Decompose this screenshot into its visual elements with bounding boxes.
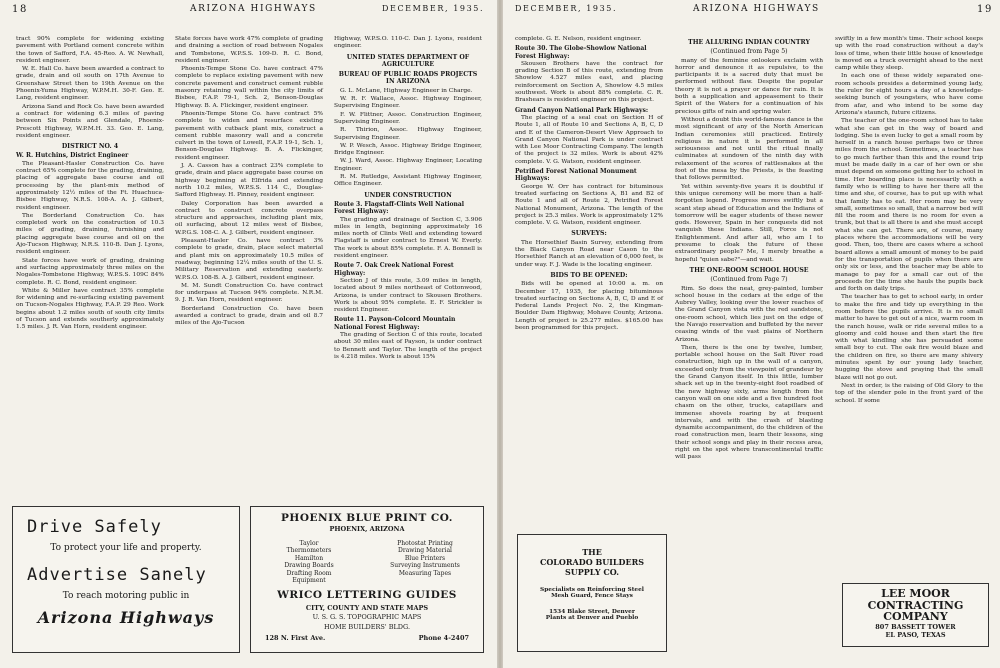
article-paragraph: The teacher of the one-room school has to take what she can get in the way of board and lodging. She is even lucky to get a small room by herself in a ranch house perhaps two or three miles from the school. Sometimes, a teacher has to go much farther than this and the round trip must be made daily in a car of her own or she must depend on someone getting her to school in time. Her boarding place is necessarily with a family who is willing to have her there all the time and she, of course, has to put up with what that family has to eat. Her room may be very small, sometimes so small, that a narrow bed will fill the room and there is no room for even a trunk, but that is all there is and she must accept what she can get. There are, of course, many places where the accommodations will be very good. Then, too, there are cases where a school board allows a small amount of money to be paid for the transportation of pupils when there are only six or less, and the teacher may be able to manage to pay for a small car out of the proceeds for the time she hauls the pupils back and forth on daily trips. — [835, 118, 983, 293]
ad-list-item: Measuring Tapes — [398, 569, 452, 577]
colorado-plants: Plants at Denver and Pueblo — [545, 615, 639, 621]
arizona-highways-logo-text: Arizona Highways — [37, 608, 215, 627]
left-column-1 — [16, 36, 164, 333]
article-heading: Route 11. Payson-Colcord Mountain National Forest Highway: — [334, 316, 456, 331]
article-paragraph: The grading and drainage of Section C, 3.906 miles in length, beginning approximately 16 miles north of Clints Well and extending toward Flagstaff is under contract to Ernest W. Everly. The work is about 85% complete. F. A. Bonnell is resident engineer. — [334, 216, 482, 260]
ad-list-item: Drafting Room — [286, 569, 332, 577]
article-paragraph: The Horsethief Basin Survey, extending from the Black Canyon Road near Cason to the Horsethief Ranch at an elevation of 6,000 feet, is under way. F. J. Wade is the locating engineer. — [515, 239, 663, 268]
article-heading: Route 7. Oak Creek National Forest Highway: — [334, 262, 454, 277]
article-heading: BUREAU OF PUBLIC ROADS PROJECTS IN ARIZONA — [338, 71, 478, 86]
phoenix-blue-print-name: PHOENIX BLUE PRINT CO. — [281, 512, 453, 524]
drive-safely-heading: Drive Safely — [27, 517, 162, 537]
left-page-number: 18 — [12, 4, 28, 15]
usgs-maps: U. S. G. S. TOPOGRAPHIC MAPS — [312, 613, 422, 621]
article-paragraph: M. M. Sundt Construction Co. have contract for underpass at Tucson 94% complete. N.R.M. 9. J. R. Van Horn, resident engineer. — [175, 282, 323, 304]
article-heading: DISTRICT NO. 4 — [61, 143, 119, 151]
ad-list-item: Blue Printers — [404, 554, 446, 562]
article-paragraph: Arizona Sand and Rock Co. have been awarded a contract for widening 6.3 miles of paving between Six Points and Glendale, Phoenix-Prescott Highway, W.P.M.H. 33. Geo. E. Lang, resident engineer. — [16, 103, 164, 139]
colorado-supply: SUPPLY CO. — [564, 567, 620, 577]
left-issue-date: DECEMBER, 1935. — [382, 4, 485, 13]
article-paragraph: In each one of these widely separated one-room schools presides a determined young lady, the ruler for eight hours a day of a knowledge-seeking bunch of youngsters, who have come from afar, and who intend to be some day Arizona's staunch, future citizens. — [835, 73, 983, 116]
article-paragraph: The teacher has to get to school early, in order to make the fire and tidy up everything in the room before the pupils arrive. It is no small matter to have to get out of a nice, warm room in the ranch house, walk or ride several miles to a gloomy and cold house and then start the fire with what kindling she has persuaded some small boy to cut. The oak fire would blaze and the children on fire, so there are many shivery minutes spent by our young lady teacher, hugging the stove and praying that the small blaze will not go out. — [835, 294, 983, 381]
advertise-sanely-sub: To reach motoring public in — [62, 591, 190, 601]
article-paragraph: W. R. F. Wallace, Assoc. Highway Engineer, Supervising Engineer. — [334, 96, 482, 110]
article-paragraph: Daley Corporation has been awarded a contract to construct concrete overpass structure and approaches, including plant mix, oil surfacing, about 12 miles west of Bisbee, W.P.G.S. 108-C. A. J. Gilbert, resident engineer. — [175, 200, 323, 236]
article-paragraph: Bids will be opened at 10:00 a. m. on December 17, 1935, for placing bituminous treated surfacing on Sections A, B, C, D and E of Federal Lands Project No. 2, the Kingman-Boulder Dam Highway, Mohave County, Arizona. Length of project is 25.277 miles. $165.00 has been programmed for this project. — [515, 281, 663, 331]
article-paragraph: swiftly in a few month's time. Their school keeps up with the road construction without a day's loss of time, when their little house of knowledge is moved on a truck overnight ahead to the next camp while they sleep. — [835, 36, 983, 72]
right-column-1 — [515, 36, 663, 333]
colorado-builders-ad — [517, 534, 667, 652]
article-heading: (Continued from Page 5) — [710, 48, 788, 56]
colorado-mesh: Mesh Guard, Fence Stays — [551, 593, 633, 599]
ad-list-item: Drawing Boards — [284, 562, 334, 570]
phoenix-blue-print-ad — [250, 506, 484, 653]
article-paragraph: Then, there is the one by twelve, lumber, portable school house on the Salt River road construction, high up in the wall of a canyon, exceeded only from the viewpoint of grandeur by the Grand Canyon itself. In this little, lumber shack set up in the twenty-eight foot roadbed of the new highway sixty, arms length from the canyon wall on one side and a five hundred foot chasm on the other, trucks, catapillars and immense shovels roaring by at frequent intervals, and with the crash of blasting dynamite accompaniment, do the children of the road construction men, learn their lessons, sing their school songs and play in their recess area, right on the spot where transcontinental traffic will pass — [675, 344, 823, 461]
home-builders-bldg: HOME BUILDERS' BLDG. — [323, 623, 411, 631]
phoenix-left-items — [251, 540, 367, 584]
article-paragraph: Yet within seventy-five years it is doubtful if this unique ceremony will be more than a half-forgotten legend. Progress moves swiftly but a scant step ahead of Education and the Indians of tomorrow will be eager students of these newer gods. However, Spain in her conquests did not vanquish these Indians. Still, Force is not Enlightenment. And after all, who am I to presume to cloak the future of these extraordinary people? Me, I merely breathe a hopeful "quien sabe?"—and wait. — [675, 183, 823, 263]
article-paragraph: tract 90% complete for widening existing pavement with Portland cement concrete within the town of Safford, F.A. 45-Reo. A. W. Newhall, resident engineer. — [16, 36, 164, 64]
ad-list-item: Photostat Printing — [397, 540, 453, 547]
article-paragraph: Borderland Construction Co. have been awarded a contract to grade, drain and oil 8.7 miles of the Ajo-Tucson — [175, 305, 323, 327]
advertise-sanely-heading: Advertise Sanely — [27, 565, 207, 585]
article-heading: Petrified Forest National Monument Highways: — [515, 168, 637, 183]
right-magazine-title: ARIZONA HIGHWAYS — [693, 4, 820, 14]
article-paragraph: Highway, W.P.S.O. 110-C. Dan J. Lyons, resident engineer. — [334, 36, 482, 50]
article-paragraph: State forces have work of grading, draining and surfacing approximately three miles on the Nogales-Tombstone Highway, W.P.S.S. 109C 84% complete. R. C. Bond, resident engineer. — [16, 257, 164, 286]
article-paragraph: R. M. Rutledge, Assistant Highway Engineer, Office Engineer. — [334, 174, 482, 188]
article-paragraph: J. A. Casson has a contract 23% complete to grade, drain and place aggregate base course on highway beginning at Elfrida and extending north 10.2 miles, W.P.S.S. 114 C., Douglas-Safford Highway. H. Pinney, resident engineer. — [175, 163, 323, 199]
lee-moor-company: COMPANY — [883, 610, 948, 623]
article-paragraph: The placing of a seal coat on Section H of Route 1, all of Route 10 and Sections A, B, C, D and E of the Cameron-Desert View Approach to Grand Canyon National Park is under contract with Lee Moor Contracting Company. The length of the project is 32 miles. Work is about 42% complete. V. G. Watson, resident engineer. — [515, 114, 663, 165]
left-column-3 — [334, 36, 482, 362]
lee-moor-city: EL PASO, TEXAS — [885, 631, 946, 639]
article-paragraph: W. E. Hall Co. have been awarded a contract to grade, drain and oil south on 17th Avenue to Greenshaw Street then to 19th Avenue on the Phoenix-Yuma Highway, W.P.M.H. 30-F. Geo. E. Lang, resident engineer. — [16, 66, 164, 102]
article-heading: THE ONE-ROOM SCHOOL HOUSE — [689, 266, 809, 274]
article-heading: Grand Canyon National Park Highways: — [515, 106, 649, 114]
article-heading: UNDER CONSTRUCTION — [364, 191, 452, 199]
article-paragraph: Section J of this route, 3.09 miles in length, located about 9 miles northeast of Cottonwood, Arizona, is under contract to Skousen Brothers. Work is about 95% complete. E. F. Strickler is resident Engineer. — [334, 277, 482, 314]
phoenix-address: 128 N. First Ave. — [265, 634, 326, 642]
left-magazine-title: ARIZONA HIGHWAYS — [190, 4, 317, 14]
left-page — [0, 0, 497, 668]
article-paragraph: complete. G. E. Nelson, resident engineer. — [515, 36, 642, 42]
article-paragraph: White & Miller have contract 35% complete for widening and re-surfacing existing pavement on Tucson-Nogales Highway, F.A.P. 29 Reo. Work begins about 1.2 miles south of south city limits of Tucson and extends southerly approximately 1.5 miles. J. R. Van Horn, resident engineer. — [16, 287, 164, 331]
phoenix-blue-print-city: PHOENIX, ARIZONA — [329, 525, 405, 533]
article-paragraph: Skousen Brothers have the contract for grading Section B of this route, extending from Showlow 4.527 miles east, and placing reinforcement on Section A, Showlow 4.5 miles southwest. Work is about 88% complete. C. R. Brashears is resident engineer on this project. — [515, 60, 663, 104]
phoenix-phone: Phone 4-2407 — [418, 634, 469, 642]
lee-moor-name: LEE MOOR — [881, 587, 950, 600]
right-page — [503, 0, 1000, 668]
colorado-the: THE — [582, 547, 602, 557]
article-paragraph: George W. Orr has contract for bituminous treated surfacing on Sections A, B1 and B2 of Route 1 and all of Route 2, Petrified Forest National Monument, Arizona. The length of the project is 25.3 miles. Work is approximately 12% complete. V. G. Watson, resident engineer. — [515, 183, 663, 227]
city-county-maps: CITY, COUNTY AND STATE MAPS — [305, 604, 429, 612]
colorado-address: 1534 Blake Street, Denver — [549, 609, 635, 615]
article-paragraph: Pleasant-Hasler Co. have contract 3% complete to grade, drain, place select material and plant mix on approximately 10.5 miles of roadway, beginning 12¼ miles south of the U. S. Military Reservation and extending easterly. W.P.S.O. 108-B. A. J. Gilbert, resident engineer. — [175, 238, 323, 281]
drive-safely-sub: To protect your life and property. — [50, 543, 202, 553]
ad-list-item: Surveying Instruments — [390, 562, 460, 570]
ad-list-item: Taylor — [299, 540, 319, 547]
right-column-3 — [835, 36, 983, 406]
right-page-number: 19 — [977, 4, 993, 15]
article-paragraph: The Borderland Construction Co. has completed work on the construction of 10.3 miles of grading, draining, furnishing and placing aggregate base course and oil on the Ajo-Tucson Highway, N.R.S. 110-B. Dan J. Lyons, resident engineer. — [16, 212, 164, 256]
colorado-name: COLORADO BUILDERS — [539, 557, 645, 567]
lee-moor-address: 807 BASSETT TOWER — [875, 623, 956, 631]
article-paragraph: The Pleasant-Hasler Construction Co. have contract 65% complete for the grading, draining, placing of aggregate base course and oil processing by the plant-mix method of approximately 12½ miles of the Ft. Huachuca-Bisbee Highway, N.R.S. 108-A. A. J. Gilbert, resident engineer. — [16, 160, 164, 211]
ad-list-item: Equipment — [292, 577, 326, 585]
article-paragraph: Phoenix-Tempe Stone Co. have contract 5% complete to widen and resurface existing pavement with cutback plant mix, construct a cement rubble masonry wall and a concrete culvert in the town of Lowell, F.A.P. 19-1, Sch. 1, Benson-Douglas Highway. B. A. Flickinger, resident engineer. — [175, 110, 323, 161]
article-paragraph: R. Thirion, Assoc. Highway Engineer, Supervising Engineer. — [334, 127, 482, 141]
right-column-2 — [675, 36, 823, 463]
article-heading: SURVEYS: — [571, 230, 607, 238]
article-heading: THE ALLURING INDIAN COUNTRY — [688, 39, 810, 46]
article-paragraph: Phoenix-Tempe Stone Co. have contract 47% complete to replace existing pavement with new concrete pavement and construct cement rubble masonry retaining wall within the city limits of Bisbee, F.A.P. 79-1, Sch. 2, Benson-Douglas Highway. B. A. Flickinger, resident engineer. — [175, 66, 323, 109]
ad-list-item: Thermometers — [286, 547, 332, 555]
colorado-specialists: Specialists on Reinforcing Steel — [540, 587, 644, 593]
left-column-2 — [175, 36, 323, 329]
article-paragraph: Next in order, is the raising of Old Glory to the top of the slender pole in the front yard of the school. If some — [835, 382, 983, 404]
article-paragraph: W. J. Ward, Assoc. Highway Engineer, Locating Engineer. — [334, 158, 482, 172]
lee-moor-contracting: CONTRACTING — [867, 599, 964, 612]
article-paragraph: many of the feminine onlookers exclaim with horror and denounce it as repulsive, to the participants it is a sacred duty that must be performed without flaw. Despite the popular theory it is not a prayer or dance for rain. It is both a supplication and appeasement to their Spirit of the Waters for a continuation of his precious gifts of rain and spring water. — [675, 57, 823, 115]
phoenix-right-items — [367, 540, 483, 577]
article-heading: W. R. Hutchins, District Engineer — [16, 152, 129, 160]
ad-list-item: Hamilton — [294, 554, 324, 562]
article-paragraph: The grading of Section C of this route, located about 30 miles east of Payson, is under contract to Bennett and Taylor. The length of the project is 4.218 miles. Work is about 15% — [334, 331, 482, 360]
article-heading: UNITED STATES DEPARTMENT OF AGRICULTURE — [346, 53, 470, 68]
article-heading: Route 30. The Globe-Showlow National Forest Highway: — [515, 45, 647, 60]
article-paragraph: Rim. So does the neat, grey-painted, lumber school house in the cedars at the edge of the Aubrey Valley, looking over the lower reaches of the Grand Canyon vista with the red sandstone, one-room school, which lies just on the edge of the Navajo reservation and buffeted by the never ceasing winds of the vast plains of Northern Arizona. — [675, 285, 823, 343]
article-paragraph: Without a doubt this world-famous dance is the most significant of any of the North American Indian ceremonies still practiced. Entirely religious in nature it is performed in all seriousness and not until the ritual finally culminates at sundown of the ninth day with relaxement of the scores of rattlesnakes at the foot of the mesa by the Priests, is the feasting that follows permitted. — [675, 116, 823, 182]
wrico-guides: WRICO LETTERING GUIDES — [277, 589, 457, 601]
lee-moor-ad — [842, 583, 989, 647]
article-heading: Route 3. Flagstaff-Clints Well National Forest Highway: — [334, 200, 465, 216]
article-heading: BIDS TO BE OPENED: — [550, 271, 628, 279]
article-paragraph: F. W. Flittner, Assoc. Construction Engineer, Supervising Engineer. — [334, 111, 482, 125]
article-paragraph: State forces have work 47% complete of grading and draining a section of road between Nogales and Tombstone, W.P.S.S. 109-D. R. C. Bond, resident engineer. — [175, 36, 323, 64]
article-paragraph: G. L. McLane, Highway Engineer in Charge. — [340, 87, 473, 94]
right-issue-date: DECEMBER, 1935. — [515, 4, 618, 13]
drive-safely-ad — [12, 506, 240, 653]
ad-list-item: Drawing Material — [398, 547, 452, 555]
article-heading: (Continued from Page 7) — [710, 276, 788, 284]
article-paragraph: W. P. Wesch, Assoc. Highway Bridge Engineer, Bridge Engineer. — [334, 142, 482, 157]
